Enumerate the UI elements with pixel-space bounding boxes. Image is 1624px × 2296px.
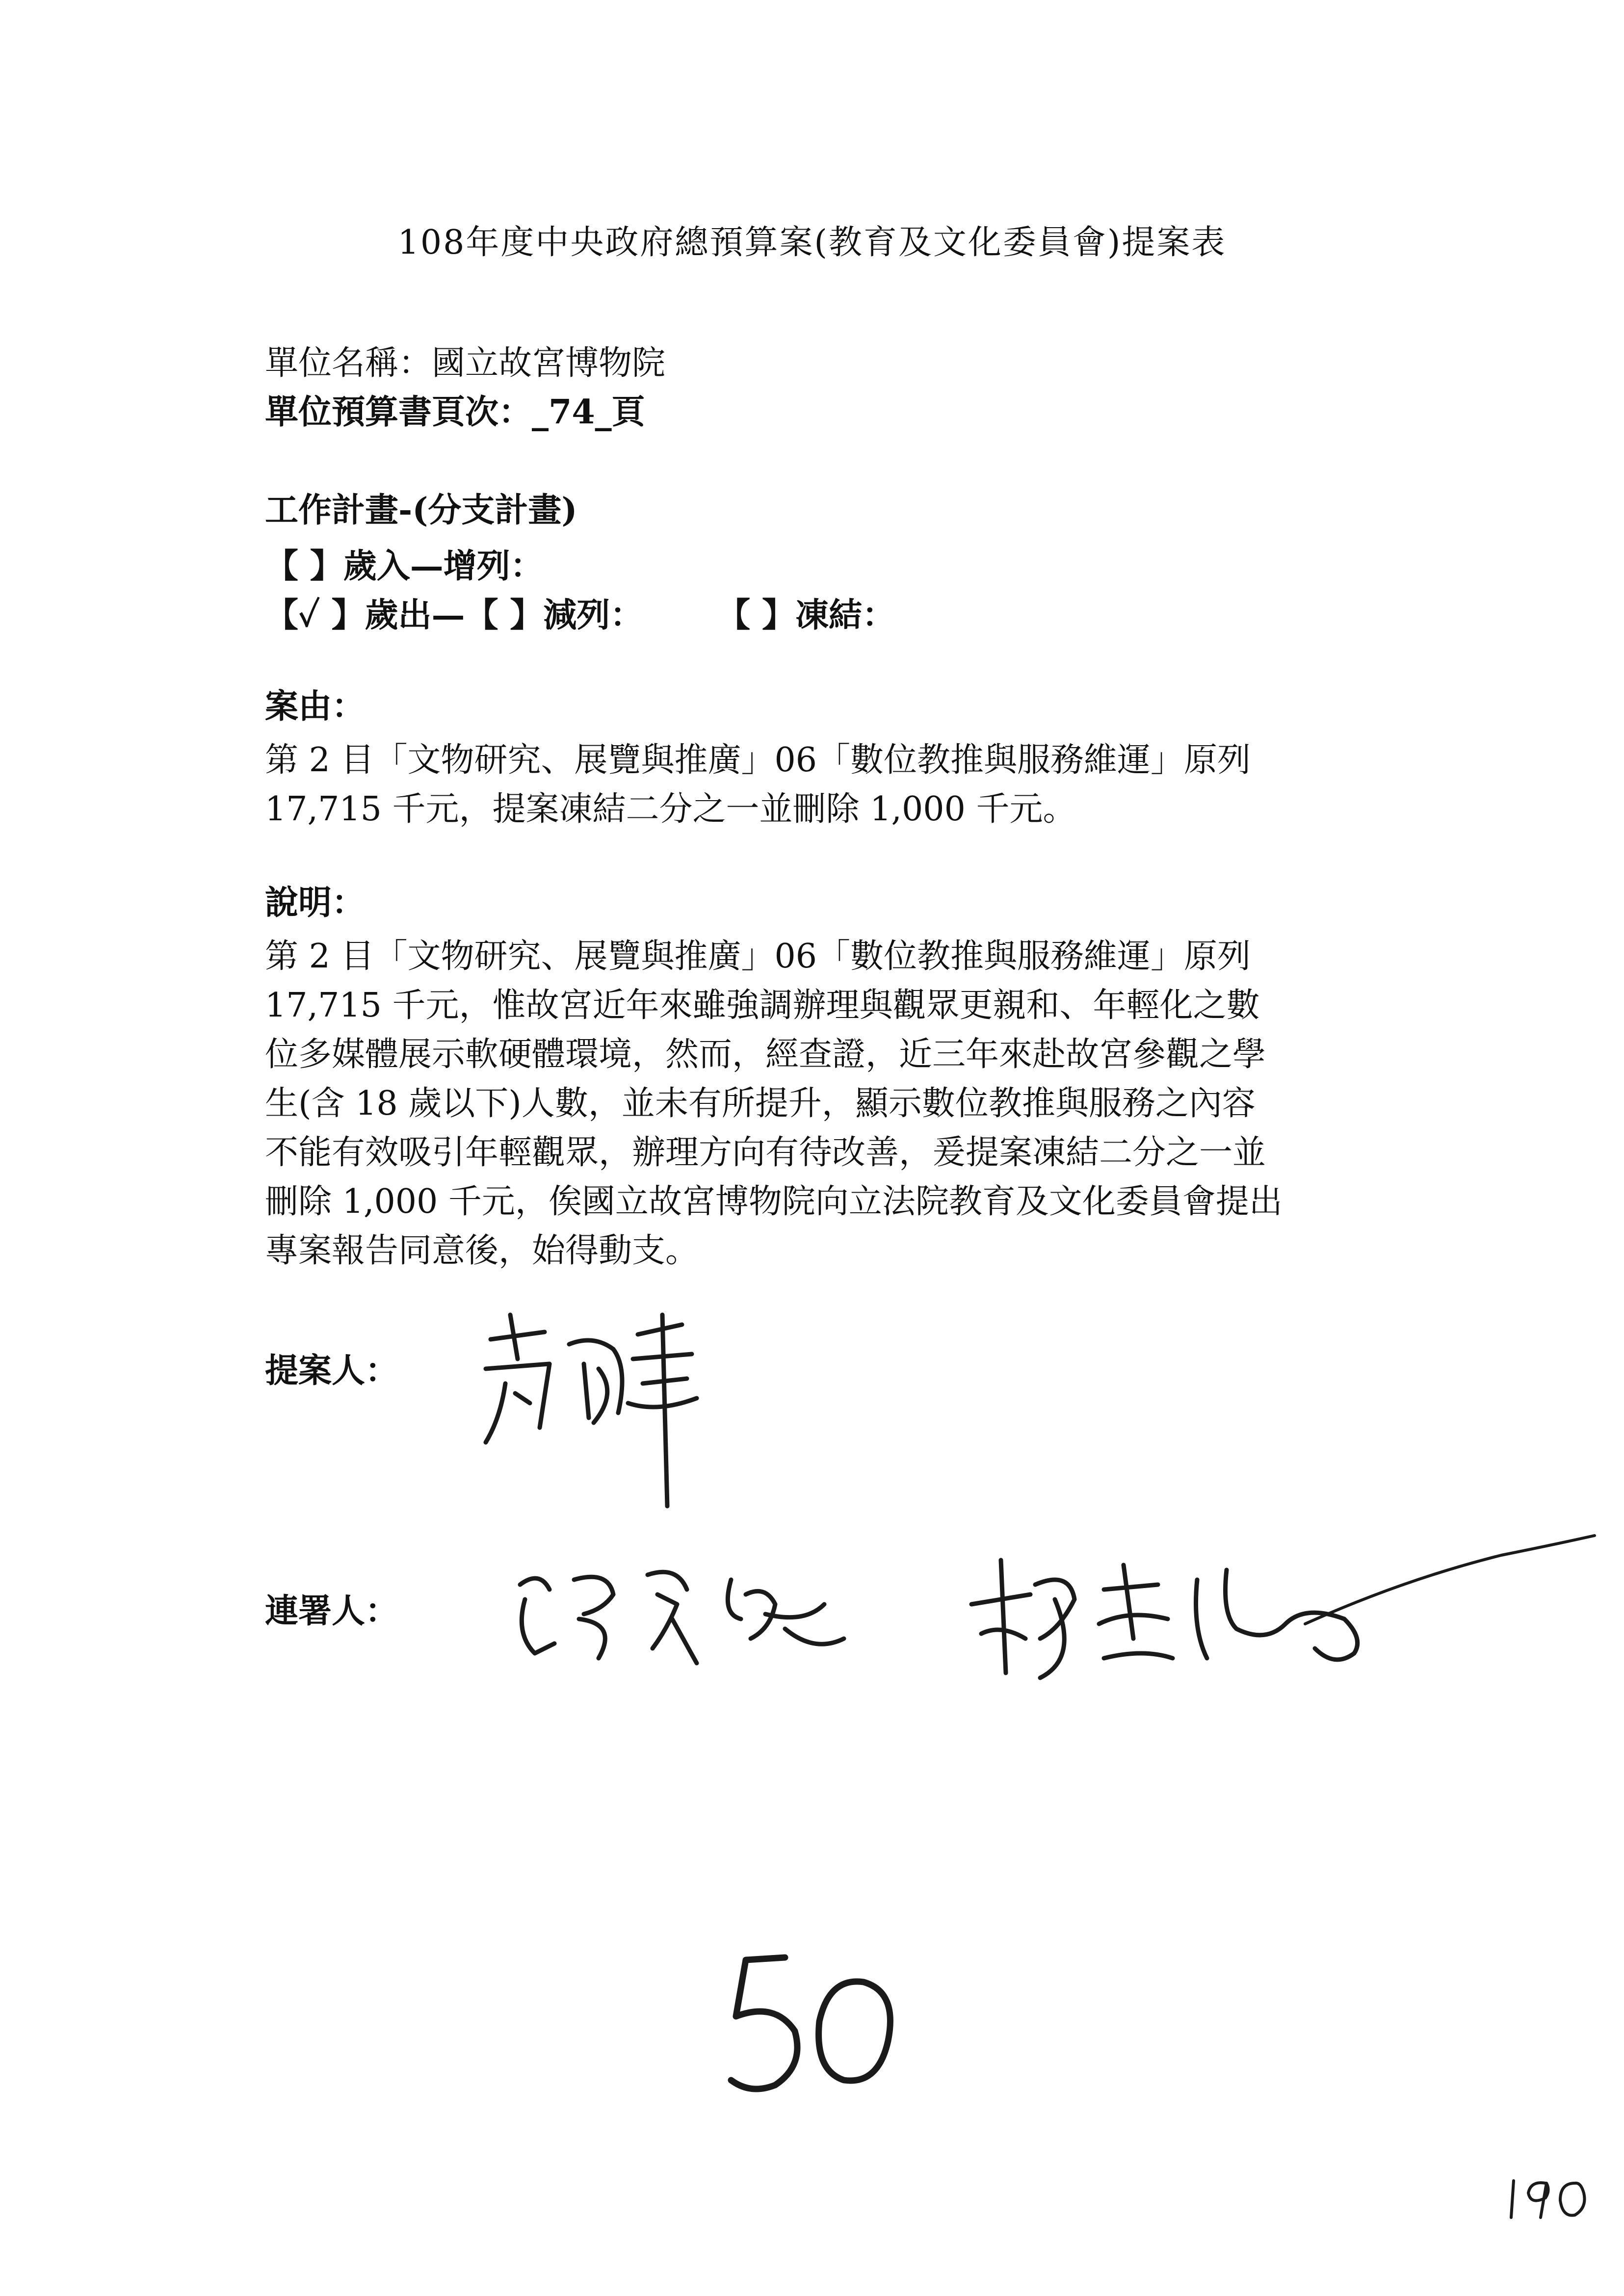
reason-line: 17,715 千元，提案凍結二分之一並刪除 1,000 千元。 <box>265 790 1076 829</box>
work-plan-label: 工作計畫-(分支計畫) <box>265 491 577 530</box>
proposer-label: 提案人： <box>265 1351 399 1390</box>
reason-text <box>265 736 1408 834</box>
freeze-checkbox: 【 】 <box>717 596 795 635</box>
expense-label: 歲出— <box>365 596 465 635</box>
explanation-heading: 說明： <box>265 883 366 922</box>
explanation-line: 位多媒體展示軟硬體環境，然而，經查證，近三年來赴故宮參觀之學 <box>265 1035 1266 1074</box>
cosigner-signature-2 <box>962 1511 1599 1697</box>
reason-line: 第 2 目「文物研究、展覽與推廣」06「數位教推與服務維運」原列 <box>265 741 1251 780</box>
explanation-line: 生(含 18 歲以下)人數，並未有所提升，顯示數位教推與服務之內容 <box>265 1084 1256 1123</box>
cut-label: 減列： <box>543 596 644 635</box>
expense-checkbox: 【✓ 】 <box>265 596 365 635</box>
handwritten-page-number <box>1501 2168 1590 2222</box>
proposer-signature <box>471 1305 707 1511</box>
revenue-checkbox: 【 】 <box>265 547 343 586</box>
budget-page-number: 單位預算書頁次：_74_頁 <box>265 392 645 432</box>
explanation-line: 第 2 目「文物研究、展覽與推廣」06「數位教推與服務維運」原列 <box>265 937 1251 976</box>
unit-name: 單位名稱：國立故宮博物院 <box>265 344 666 383</box>
document-title: 108年度中央政府總預算案(教育及文化委員會)提案表 <box>397 223 1227 262</box>
revenue-row <box>265 540 544 587</box>
expense-row <box>265 589 895 636</box>
cosigner-label: 連署人： <box>265 1592 399 1631</box>
explanation-line: 17,715 千元，惟故宮近年來雖強調辦理與觀眾更親和、年輕化之數 <box>265 986 1260 1025</box>
explanation-line: 專案報告同意後，始得動支。 <box>265 1231 699 1270</box>
handwritten-number <box>711 1943 917 2105</box>
reason-heading: 案由： <box>265 687 366 726</box>
explanation-line: 刪除 1,000 千元，俟國立故宮博物院向立法院教育及文化委員會提出 <box>265 1182 1283 1221</box>
explanation-line: 不能有效吸引年輕觀眾，辦理方向有待改善，爰提案凍結二分之一並 <box>265 1133 1266 1172</box>
revenue-label: 歲入—增列： <box>343 547 544 586</box>
cosigner-signature-1 <box>510 1550 854 1678</box>
freeze-label: 凍結： <box>795 596 895 635</box>
explanation-text <box>265 932 1408 1276</box>
cut-checkbox: 【 】 <box>465 596 544 635</box>
